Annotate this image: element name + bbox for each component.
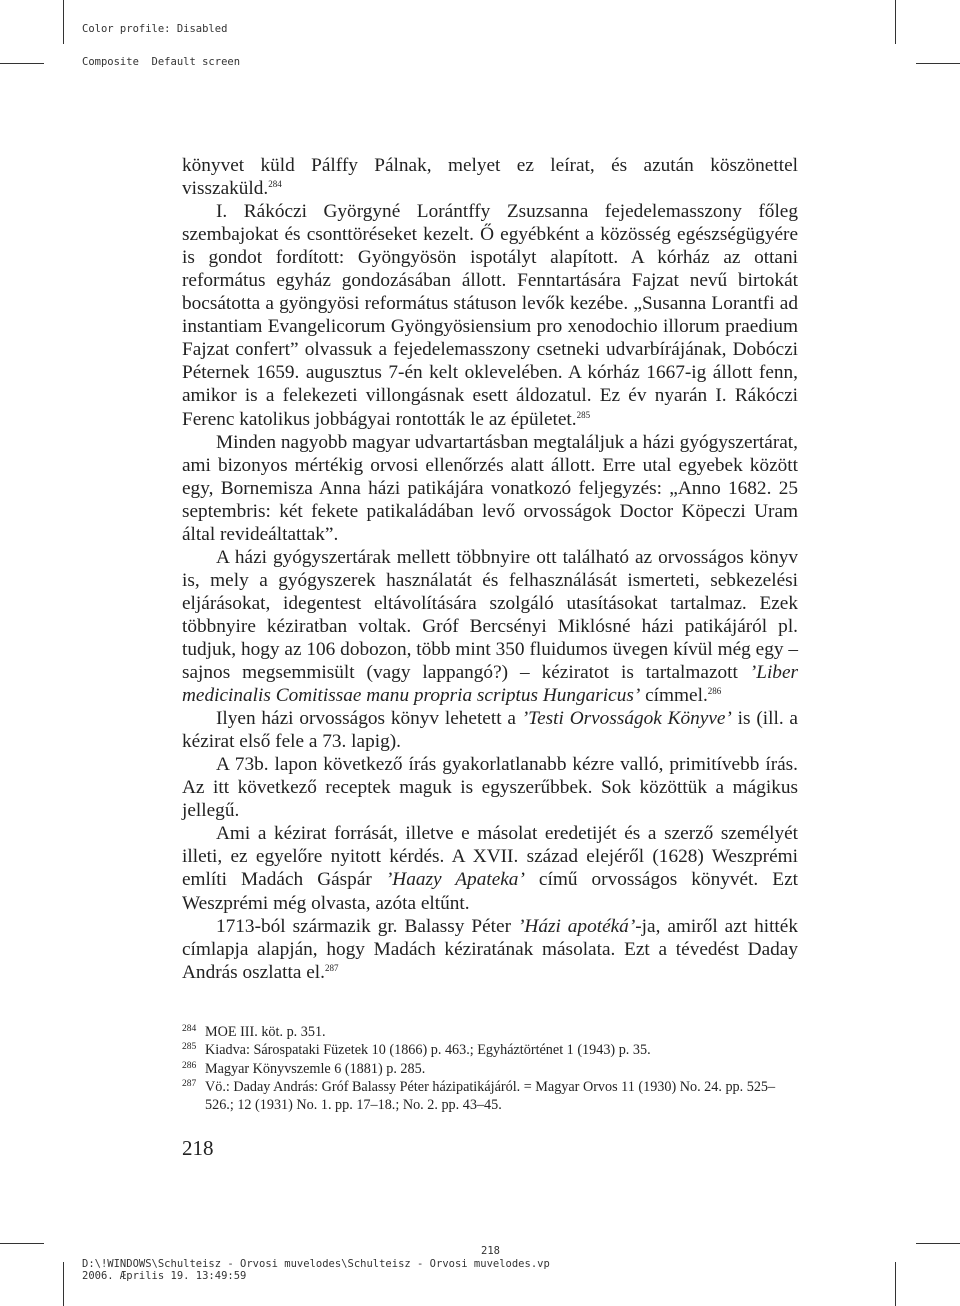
book-title-testi: ’Testi Orvosságok Könyve’ [521,708,732,730]
footer-date: 2006. Æprilis 19. 13:49:59 [82,1270,247,1282]
crop-mark-bottom-left [63,1262,64,1306]
footnote-ref-284[interactable]: 284 [268,179,282,190]
crop-mark-bottom-right [895,1262,896,1306]
footnote-284 [182,1023,798,1041]
crop-mark-top-left [63,0,64,44]
footnote-text: MOE III. köt. p. 351. [205,1024,326,1040]
paragraph-1: könyvet küld Pálffy Pálnak, melyet ez leírat, és azután köszönettel visszaküld.$^{284}$ [182,155,798,200]
color-profile-line: Color profile: Disabled [82,23,228,35]
crop-mark-top-right [895,0,896,44]
composite-line: Composite Default screen [82,56,241,68]
footnote-text: Magyar Könyvszemle 6 (1881) p. 285. [205,1060,426,1077]
footnote-number: 284 [182,1024,197,1034]
book-title-hazi: ’Házi apotéká’ [517,915,636,937]
footnote-286 [182,1060,798,1078]
footnote-text: Kiadva: Sárospataki Füzetek 10 (1866) p. 463.; Egyháztörténet 1 (1943) p. 35. [205,1042,651,1059]
paragraph-3: Minden nagyobb magyar udvartartásban megtaláljuk a házi gyógyszertárat, ami bizonyos mértékig orvosi ellenőrzés alatt állott. Erre utal egyebek között egy, Bornemisza Anna házi patikájára vonatkozó feljegyzés: „Anno 1682. 25 septembris: két fekete patikaládában levő orvosságok Doctor Köpeczi Uram által revideáltattak”. [182,431,798,545]
paragraph-7: Ami a kézirat forrását, illetve e másolat eredetijét és a szerző személyét illeti, ez egyelőre nyitott kérdés. A XVII. század elejéről (1628) Weszprémi említi Madách Gáspár ’Haazy Apateka’ című orvosságos könyvét. Ezt Weszprémi még olvasta, azóta eltűnt. [182,823,798,914]
footnotes [182,1023,798,1114]
paragraph-6: A 73b. lapon következő írás gyakorlatlanabb kézre valló, primitívebb írás. Az itt következő receptek maguk is egyszerűbbek. Sok közöttük a mágikus jellegű. [182,754,798,822]
footer-number: 218 [481,1245,500,1257]
paragraph-8: 1713-ból származik gr. Balassy Péter ’Házi apotéká’-ja, amiről azt hitték címlapja alapján, hogy Madách kéziratának másolata. Ezt a tévedést Daday András oszlatta el.$^{287}$ [182,915,798,983]
paragraph-5: Ilyen házi orvosságos könyv lehetett a ’Testi Orvosságok Könyve’ is (ill. a kézirat első fele a 73. lapig). [182,708,798,753]
page-number: 218 [182,1136,214,1160]
book-title-liber: ’Liber medicinalis Comitissae manu propria scriptus Hungaricus’ [182,662,798,707]
footnote-ref-287[interactable]: 287 [324,962,339,973]
print-header [82,2,240,79]
paragraph-2: I. Rákóczi Györgyné Lorántffy Zsuzsanna fejedelemasszony főleg szembajokat és csonttöréseket kezelt. Ő egyébként a közösség egészségügyére is gondot fordított: Gyöngyösön ispotályt alapított. A kórház az ottani református egyház gondozásában állott. Fenntartására Fajzat nevű birtokát bocsátotta a gyöngyösi református státuson levők kezébe. „Susanna Lorantfi ad instantiam Evangelicorum Gyöngyösiensium pro xenodochio illorum praedium Fajzat confert” olvassuk a fejedelemasszony csetneki udvarbírájának, Dobóczi Péternek 1659. augusztus 7-én kelt oklevelében. A kórház 1667-ig állott fenn, amikor is a felekezeti villongásnak esett áldozatul. Ez év nyarán I. Rákóczi Ferenc katolikus jobbágyai rontották le az épületet.$^{285}$ [182,201,798,430]
body-text [182,154,798,984]
paragraph-4: A házi gyógyszertárak mellett többnyire ott található az orvosságos könyv is, mely a gyógyszerek használatát és felhasználását ismerteti, sebkezelési eljárásokat, idegentest eltávolítására szolgáló utasításokat tartalmaz. Ezek többnyire kéziratban voltak. Gróf Bercsényi Miklósné házi patikájáról pl. tudjuk, hogy az 106 dobozon, több mint 350 fluidumos üvegen kívül még egy – sajnos megsemmisült (vagy lappangó?) – kéziratot is tartalmazott ’Liber medicinalis Comitissae manu propria scriptus Hungaricus’ címmel.$^{286}$ [182,546,798,707]
crop-mark-right-bottom [916,1243,960,1244]
footnote-number: 287 [182,1078,197,1089]
crop-mark-left-bottom [0,1243,44,1244]
crop-mark-left-top [0,63,44,64]
footnote-285 [182,1041,798,1059]
crop-mark-right-top [916,63,960,64]
footnote-ref-285[interactable]: 285 [576,409,591,420]
footer-file-path: D:\!WINDOWS\Schulteisz - Orvosi muvelodes\Schulteisz - Orvosi muvelodes.vp [82,1258,550,1270]
footnote-287 [182,1078,798,1115]
footnote-ref-286[interactable]: 286 [707,686,722,697]
book-title-haazy: ’Haazy Apateka’ [385,869,525,891]
footnote-number: 286 [182,1060,197,1071]
footnote-text: Vö.: Daday András: Gróf Balassy Péter házipatikájáról. = Magyar Orvos 11 (1930) No. 24. pp. 525–526.; 12 (1931) No. 1. pp. 17–18.; No. 2. pp. 43–45. [205,1078,776,1114]
footnote-number: 285 [182,1042,197,1053]
